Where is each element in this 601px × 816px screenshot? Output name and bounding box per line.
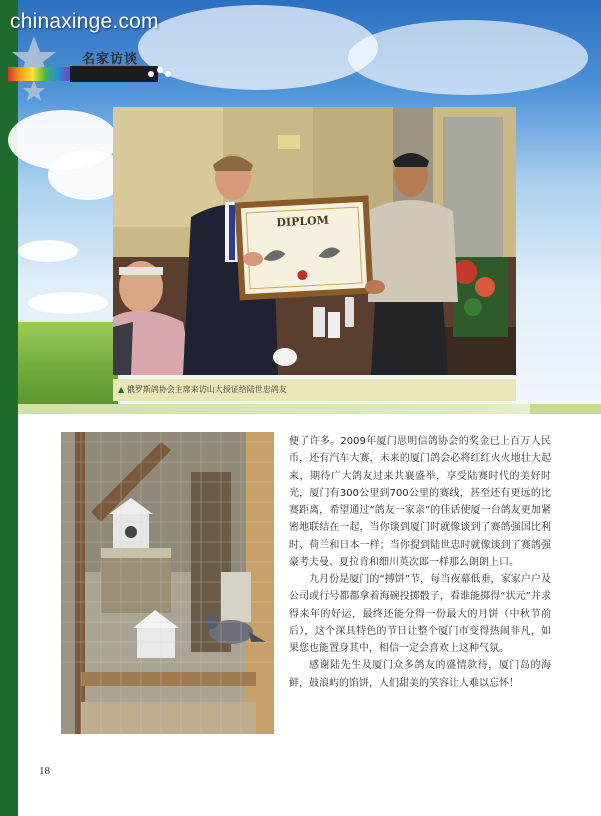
ceremony-photo: [113, 107, 516, 375]
caption-text: 俄罗斯鸽协会主席来访山大授证给陆世忠鸽友: [126, 385, 287, 394]
left-margin-bar: [0, 0, 18, 816]
section-band: [70, 66, 158, 82]
certificate-text: DIPLOM: [276, 213, 330, 230]
grass-field: [18, 322, 118, 407]
pigeon-loft-photo: [61, 432, 274, 734]
cloud-shape: [28, 292, 108, 314]
section-divider: [18, 404, 601, 414]
article-paragraph: 便了许多。2009年厦门思明信鸽协会的奖金已上百万人民币，还有汽车大赛，未来的厦门鸽会必将红红火火地壮大起来，期待广大鸽友过来共襄盛举，享受陆赛时代的美好时光，厦门有300公里到700公里的赛线，甚至还有更远的比赛距离，希望通过“鸽友一家亲”的佳话使厦一台鸽友更加紧密地联结在一起，当你谈到厦门时就像谈到了赛鸽强国比利时、荷兰和日本一样；当你提到陆世忠时就像谈到了赛鸽强豪考夫曼、夏拉肯和细川英次郎一样那么朗朗上口。: [289, 436, 551, 568]
triangle-bullet-icon: ▲: [118, 385, 125, 394]
dot: [148, 71, 154, 77]
ceremony-illustration: [113, 107, 516, 375]
cloud-shape: [348, 20, 588, 95]
section-title: 名家访谈: [82, 52, 139, 67]
photo-caption: [118, 384, 287, 395]
dot: [157, 67, 163, 73]
article-paragraph: 九月份是厦门的“搏饼”节，每当夜幕低垂，家家户户及公司或行号都都拿着海碗投掷骰子，看谁能掷得“状元”并求得来年的好运，最终还能分得一份最大的月饼（中秋节前后），这个深具特色的节日让整个厦门市变得热闹非凡，如果您也能置身其中，相信一定会喜欢上这种气氛。: [289, 574, 551, 654]
divider-accent: [530, 404, 601, 414]
site-logo[interactable]: chinaxinge.com: [10, 10, 159, 33]
cloud-shape: [138, 5, 378, 90]
article-body: [289, 433, 551, 692]
cloud-shape: [18, 240, 78, 262]
article-paragraph: 感谢陆先生及厦门众多鸽友的盛情款待，厦门岛的海鲜，鼓浪屿的馅饼，人们甜美的笑容让人难以忘怀！: [289, 660, 551, 689]
dot: [165, 71, 171, 77]
rainbow-bar: [8, 67, 70, 81]
pigeon-loft-illustration: [61, 432, 274, 734]
page-number: 18: [39, 765, 50, 777]
